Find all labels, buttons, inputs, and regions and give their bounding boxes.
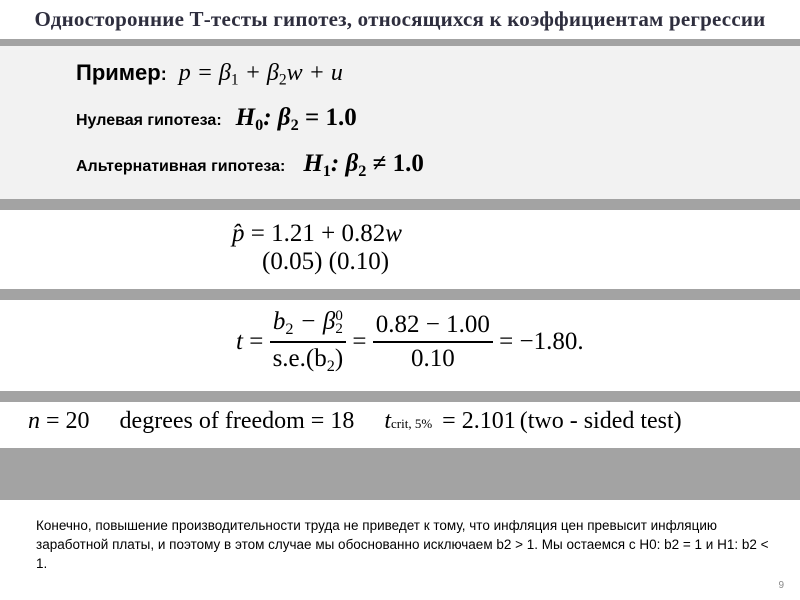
null-h: H — [235, 104, 256, 131]
t-equals-2: = — [346, 327, 373, 355]
den-close: ) — [334, 344, 344, 372]
model-sub-1: 1 — [230, 71, 239, 89]
num-minus-beta: − β — [293, 308, 336, 335]
t-crit-symbol: t — [384, 408, 391, 434]
example-row — [76, 60, 343, 90]
n-symbol: n — [28, 408, 40, 434]
regression-equation — [232, 220, 402, 248]
t-symbol: t — [236, 327, 243, 355]
explanation-note: Конечно, повышение производительности труда не приведет к тому, что инфляция цен превысит инфляцию заработной платы, и поэтому в этом случае мы обоснованно исключаем b2 > 1. Мы остаемся с H0: b2 = 1 и H1: b2 < 1. — [36, 518, 769, 571]
num-b-sub: 2 — [285, 319, 294, 338]
t-statistic-panel — [0, 300, 800, 391]
t-statistic-formula — [236, 308, 584, 376]
null-mid: : β — [263, 104, 291, 131]
null-h-sub: 0 — [255, 115, 264, 134]
alt-hypothesis-label: Альтернативная гипотеза: — [76, 158, 286, 175]
divider-band-1 — [0, 39, 800, 46]
t-numerator-symbolic — [270, 308, 346, 343]
example-label: Пример — [76, 60, 161, 85]
divider-band-3 — [0, 289, 800, 300]
null-hypothesis-formula — [236, 104, 357, 135]
alt-h-sub: 1 — [322, 161, 331, 180]
t-crit-sub: crit, 5% — [391, 416, 433, 431]
model-mid: + β — [238, 60, 279, 86]
den-se: s.e.(b — [272, 344, 327, 372]
alt-b-sub: 2 — [358, 161, 367, 180]
num-b: b — [272, 308, 286, 335]
divider-band-2 — [0, 199, 800, 210]
null-rest: = 1.0 — [298, 104, 357, 131]
hypotheses-panel — [0, 46, 800, 199]
t-equals-1: = — [242, 327, 270, 355]
divider-band-4 — [0, 391, 800, 402]
num-beta-sup: 0 — [335, 307, 343, 324]
null-hypothesis-row — [76, 104, 357, 135]
slide-title: Односторонние Т-тесты гипотез, относящихся к коэффициентам регрессии — [34, 6, 766, 31]
regression-var: w — [385, 220, 402, 247]
divider-band-5 — [0, 448, 800, 500]
alt-h: H — [303, 150, 323, 177]
df-line — [28, 408, 682, 435]
df-text: degrees of freedom = 18 — [119, 408, 355, 434]
t-denominator-numeric: 0.10 — [410, 344, 455, 372]
t-fraction-symbolic — [270, 308, 347, 376]
t-numerator-numeric: 0.82 − 1.00 — [373, 311, 493, 343]
alt-hypothesis-formula — [303, 150, 424, 181]
model-sub-2: 2 — [278, 71, 287, 89]
t-fraction-numeric — [373, 311, 493, 373]
alt-mid: : β — [330, 150, 359, 177]
t-denominator-symbolic — [270, 343, 347, 376]
model-rest: w + u — [286, 60, 343, 86]
t-result: = −1.80. — [492, 327, 584, 355]
den-sub: 2 — [326, 356, 335, 375]
null-hypothesis-label: Нулевая гипотеза: — [76, 112, 222, 129]
standard-errors: (0.05) (0.10) — [262, 248, 390, 275]
regression-rhs: = 1.21 + 0.82 — [244, 220, 386, 247]
p-hat: p̂ — [232, 220, 245, 247]
alt-rest: ≠ 1.0 — [366, 150, 424, 177]
example-colon: : — [160, 64, 167, 84]
regression-panel — [0, 210, 800, 289]
num-beta-sub: 2 — [335, 321, 343, 338]
example-model — [179, 60, 343, 90]
null-b-sub: 2 — [290, 115, 299, 134]
model-lhs: p = β — [178, 60, 231, 86]
alt-hypothesis-row — [76, 150, 424, 181]
test-type: (two - sided test) — [519, 408, 682, 434]
n-value: = 20 — [40, 408, 90, 434]
page-number: 9 — [778, 580, 784, 591]
t-crit-value: = 2.101 — [436, 408, 516, 434]
degrees-of-freedom-panel — [0, 402, 800, 448]
